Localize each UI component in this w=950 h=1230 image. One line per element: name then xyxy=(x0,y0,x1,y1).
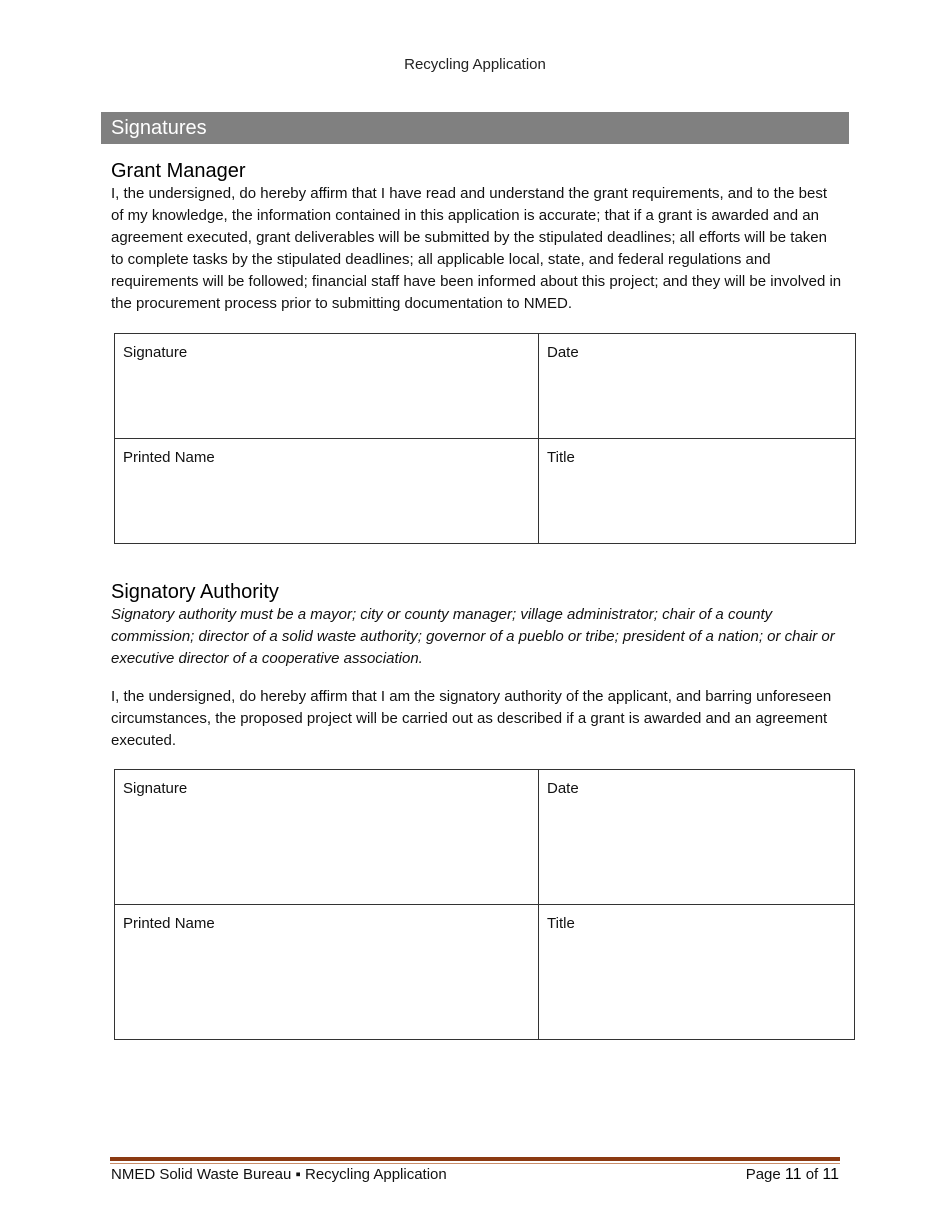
signature-label: Signature xyxy=(123,344,188,361)
grant-manager-title-field[interactable] xyxy=(539,439,856,544)
date-label: Date xyxy=(547,344,579,361)
grant-manager-statement: I, the undersigned, do hereby affirm that I have read and understand the grant requirements, and to the best of my knowledge, the information contained in this application is accurate; that if a grant is awarded and an agreement executed, grant deliverables will be submitted by the stipulated deadlines; all efforts will be taken to complete tasks by the stipulated deadlines; all applicable local, state, and federal regulations and requirements will be followed; financial staff have been informed about this project; and they will be involved in the procurement process prior to submitting documentation to NMED. xyxy=(111,185,842,312)
grant-manager-printed-name-field[interactable] xyxy=(115,439,539,544)
signature-label: Signature xyxy=(123,780,188,797)
date-label: Date xyxy=(547,780,579,797)
signatory-authority-statement: I, the undersigned, do hereby affirm that I am the signatory authority of the applicant, and barring unforeseen circumstances, the proposed project will be carried out as described if a grant is awarded and an agreement executed. xyxy=(111,688,832,749)
signatory-authority-note: Signatory authority must be a mayor; city or county manager; village administrator; chair of a county commission; director of a solid waste authority; governor of a pueblo or tribe; president of a nation; or chair or executive director of a cooperative association. xyxy=(111,606,835,667)
running-header: Recycling Application xyxy=(404,56,546,73)
title-label: Title xyxy=(547,915,575,932)
page-of: of xyxy=(805,1166,819,1183)
section-title-bar: Signatures xyxy=(101,112,849,144)
signatory-authority-heading: Signatory Authority xyxy=(111,581,279,603)
page-current: 11 xyxy=(784,1166,802,1183)
footer-org-label: NMED Solid Waste Bureau ▪ Recycling Application xyxy=(111,1166,447,1183)
grant-manager-heading: Grant Manager xyxy=(111,160,246,182)
footer-rule xyxy=(110,1157,840,1164)
signatory-authority-signature-table xyxy=(114,769,855,1040)
page-prefix: Page xyxy=(745,1166,781,1183)
page-number xyxy=(746,1166,839,1184)
page-total: 11 xyxy=(822,1166,839,1183)
grant-manager-signature-field[interactable] xyxy=(115,334,539,439)
signatory-title-field[interactable] xyxy=(539,905,855,1040)
printed-name-label: Printed Name xyxy=(123,915,215,932)
signatory-printed-name-field[interactable] xyxy=(115,905,539,1040)
signatory-date-field[interactable] xyxy=(539,770,855,905)
signatory-signature-field[interactable] xyxy=(115,770,539,905)
printed-name-label: Printed Name xyxy=(123,449,215,466)
grant-manager-signature-table xyxy=(114,333,856,544)
title-label: Title xyxy=(547,449,575,466)
grant-manager-date-field[interactable] xyxy=(539,334,856,439)
